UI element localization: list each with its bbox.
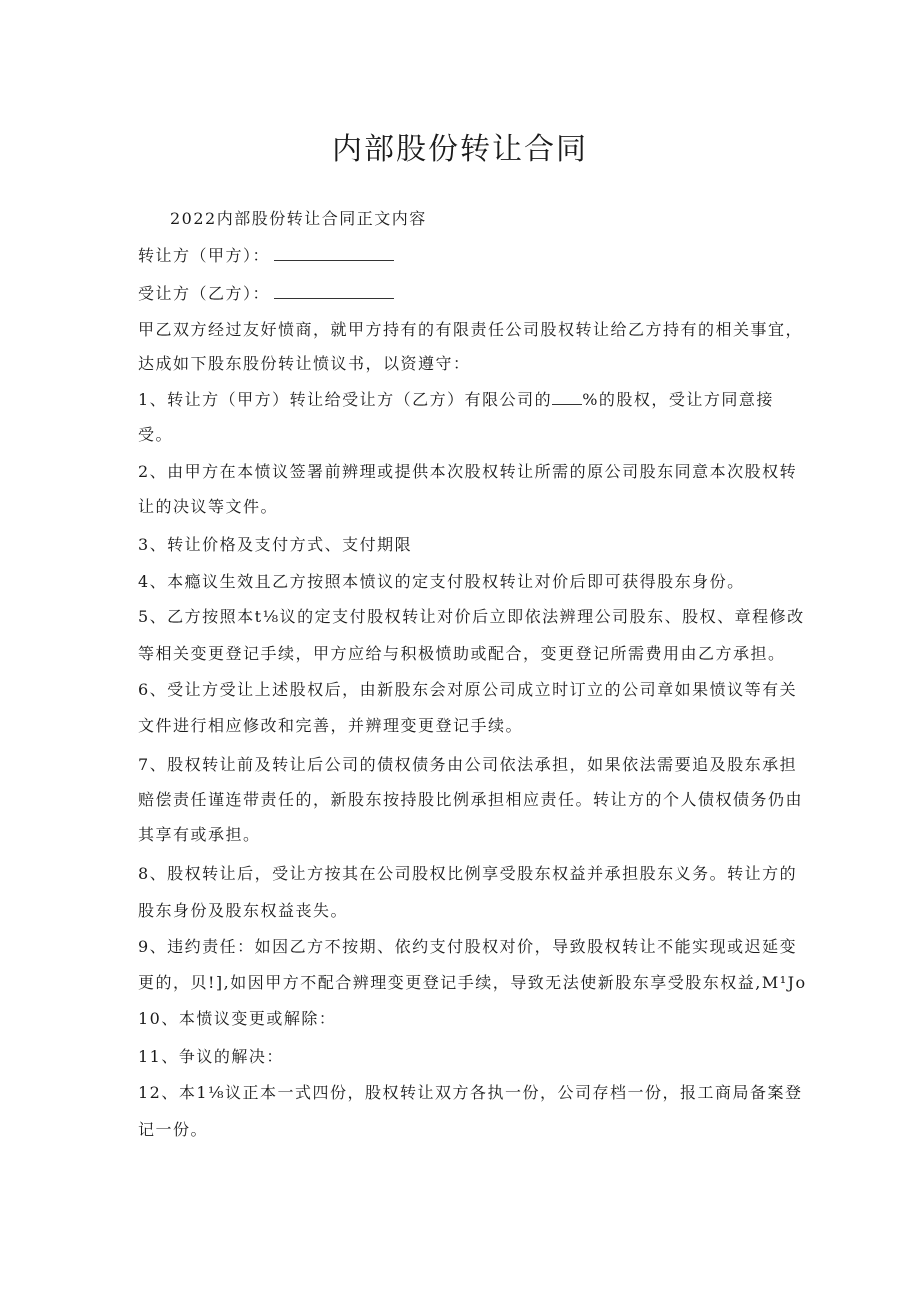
clause-1-before: 1、转让方（甲方）转让给受让方（乙方）有限公司的 (138, 390, 553, 409)
clause-7-line-2: 赔偿责任谨连带责任的，新股东按持股比例承担相应责任。转让方的个人债权债务仍由 (138, 790, 804, 809)
clause-11-line-1: 11、争议的解决： (138, 1047, 284, 1066)
clause-1-line-1 (138, 388, 774, 412)
clause-8-line-2: 股东身份及股东权益丧失。 (138, 901, 349, 920)
preamble-line-1: 甲乙双方经过友好愤商，就甲方持有的有限责任公司股权转让给乙方持有的相关事宜， (138, 320, 804, 339)
preamble-line-2: 达成如下股东股份转让愤议书，以资遵守： (138, 354, 471, 373)
clause-4-line-1: 4、本瘾议生效且乙方按照本愤议的定支付股权转让对价后即可获得股东身份。 (138, 572, 745, 591)
clause-10-line-1: 10、本愤议变更或解除： (138, 1009, 337, 1028)
clause-5-line-1: 5、乙方按照本t⅛议的定支付股权转让对价后立即依法辨理公司股东、股权、章程修改 (138, 607, 805, 626)
clause-9-line-1: 9、违约责任：如因乙方不按期、依约支付股权对价，导致股权转让不能实现或迟延变 (138, 937, 798, 956)
clause-1-blank (552, 390, 582, 405)
clause-1-line-2: 受。 (138, 425, 174, 444)
clause-8-line-1: 8、股权转让后，受让方按其在公司股权比例享受股东权益并承担股东义务。转让方的 (138, 864, 798, 883)
clause-2-line-1: 2、由甲方在本愤议签署前辨理或提供本次股权转让所需的原公司股东同意本次股权转 (138, 462, 798, 481)
clause-12-line-1: 12、本1⅛议正本一式四份，股权转让双方各执一份，公司存档一份，报工商局备案登 (138, 1083, 803, 1102)
clause-2-line-2: 让的决议等文件。 (138, 497, 279, 516)
clause-3-line-1: 3、转让价格及支付方式、支付期限 (138, 535, 413, 554)
document-title: 内部股份转让合同 (332, 132, 588, 167)
intro-line: 2022内部股份转让合同正文内容 (170, 209, 427, 228)
clause-5-line-2: 等相关变更登记手续，甲方应给与积极愤助或配合，变更登记所需费用由乙方承担。 (138, 644, 786, 663)
clause-7-line-1: 7、股权转让前及转让后公司的债权债务由公司依法承担，如果依法需要追及股东承担 (138, 755, 798, 774)
clause-6-line-1: 6、受让方受让上述股权后，由新股东会对原公司成立时订立的公司章如果愤议等有关 (138, 680, 798, 699)
clause-9-line-2: 更的，贝!],如因甲方不配合辨理变更登记手续，导致无法使新股东享受股东权益,M¹Jo (138, 973, 807, 992)
transferee-label: 受让方（乙方）： (138, 284, 271, 303)
clause-1-after: %的股权，受让方同意接 (582, 390, 774, 409)
clause-12-line-2: 记一份。 (138, 1120, 209, 1139)
transferor-label: 转让方（甲方）： (138, 246, 271, 265)
clause-6-line-2: 文件进行相应修改和完善，并辨理变更登记手续。 (138, 716, 524, 735)
clause-7-line-3: 其享有或承担。 (138, 825, 261, 844)
transferee-blank (274, 282, 394, 299)
transferor-line (138, 244, 394, 268)
transferee-line (138, 282, 394, 306)
transferor-blank (274, 244, 394, 261)
